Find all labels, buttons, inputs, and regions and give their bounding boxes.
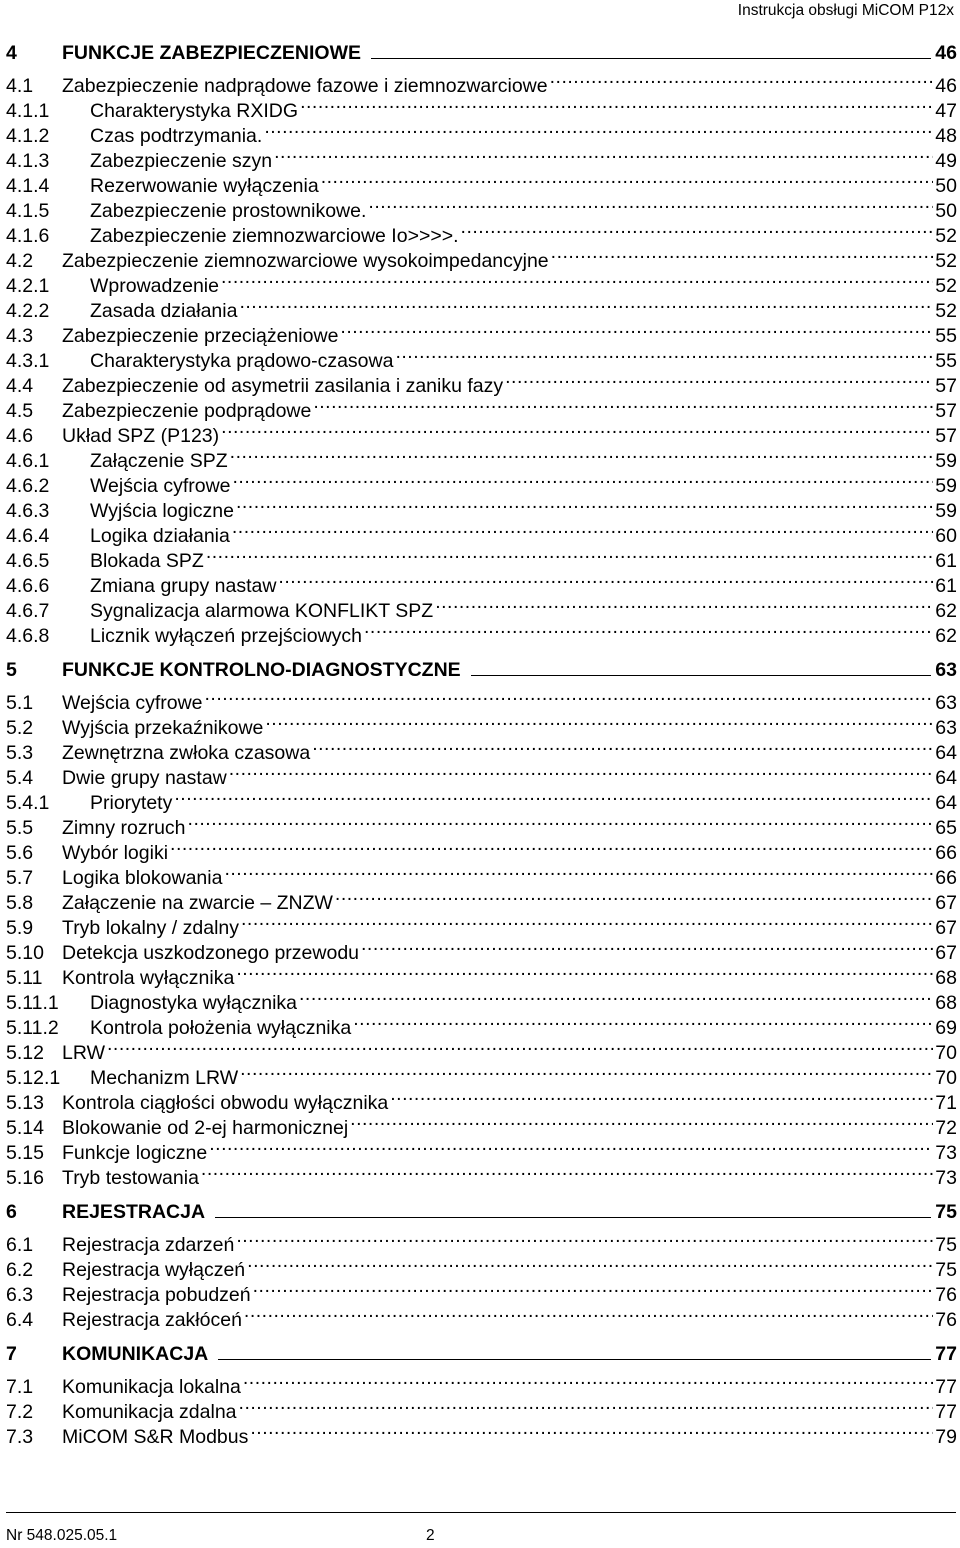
toc-entry-page: 77	[935, 1376, 957, 1398]
toc-entry-page: 75	[935, 1259, 957, 1281]
toc-leader-line	[371, 38, 931, 59]
toc-leader-dots	[224, 860, 933, 884]
toc-entry-page: 52	[935, 250, 957, 272]
toc-entry-page: 55	[935, 325, 957, 347]
toc-leader-dots	[174, 785, 933, 809]
toc-chapter-entry[interactable]	[6, 1339, 957, 1366]
toc-entry-page: 65	[935, 817, 957, 839]
toc-entry-page: 62	[935, 600, 957, 622]
toc-entry-title: REJESTRACJA	[62, 1201, 206, 1223]
toc-entry-page: 52	[935, 275, 957, 297]
toc-leader-dots	[340, 318, 933, 342]
toc-entry-title: Wyjścia logiczne	[90, 500, 234, 522]
toc-entry-number: 5.6	[6, 842, 34, 864]
toc-leader-line	[471, 655, 931, 676]
toc-entry-page: 52	[935, 225, 957, 247]
toc-chapter-entry[interactable]	[6, 38, 957, 65]
toc-entry-page: 79	[935, 1426, 957, 1448]
toc-entry-number: 5.11	[6, 967, 43, 989]
toc-entry-number: 7.1	[6, 1376, 34, 1398]
toc-entry-title: Zimny rozruch	[62, 817, 186, 839]
toc-leader-dots	[335, 885, 933, 909]
toc-entry-title: Zabezpieczenie ziemnozwarciowe wysokoimpedancyjne	[62, 250, 549, 272]
toc-entry-title: Rejestracja zdarzeń	[62, 1234, 235, 1256]
toc-entry-page: 66	[935, 842, 957, 864]
toc-entry-title: Charakterystyka RXIDG	[90, 100, 299, 122]
toc-entry-page: 71	[935, 1092, 957, 1114]
toc-entry-title: Zabezpieczenie ziemnozwarciowe Io>>>>.	[90, 225, 459, 247]
toc-entry-number: 7.3	[6, 1426, 34, 1448]
toc-entry-page: 64	[935, 792, 957, 814]
toc-entry-number: 5.15	[6, 1142, 44, 1164]
toc-leader-dots	[550, 68, 933, 92]
toc-entry-page: 48	[935, 125, 957, 147]
toc-entry-number: 5.3	[6, 742, 34, 764]
toc-entry-title: Rejestracja pobudzeń	[62, 1284, 251, 1306]
toc-entry-title: Wejścia cyfrowe	[90, 475, 231, 497]
toc-entry-number: 4.6.2	[6, 475, 50, 497]
toc-entry-number: 5.11.1	[6, 992, 59, 1014]
toc-entry-page: 73	[935, 1167, 957, 1189]
toc-leader-dots	[201, 1160, 933, 1184]
toc-entry-title: Rejestracja zakłóceń	[62, 1309, 242, 1331]
toc-entry-title: FUNKCJE KONTROLNO-DIAGNOSTYCZNE	[62, 659, 461, 681]
toc-leader-dots	[241, 910, 933, 934]
document-header-title: Instrukcja obsługi MiCOM P12x	[737, 2, 954, 19]
footer-document-number: Nr 548.025.05.1	[6, 1527, 118, 1544]
toc-entry-title: Zabezpieczenie podprądowe	[62, 400, 312, 422]
toc-entry-number: 4.1	[6, 75, 34, 97]
toc-leader-dots	[253, 1277, 933, 1301]
toc-entry-number: 5.4	[6, 767, 34, 789]
toc-entry-page: 70	[935, 1042, 957, 1064]
toc-entry-title: Czas podtrzymania.	[90, 125, 263, 147]
toc-leader-dots	[350, 1110, 933, 1134]
toc-leader-dots	[206, 543, 933, 567]
toc-entry-title: Kontrola wyłącznika	[62, 967, 235, 989]
toc-entry-title: Dwie grupy nastaw	[62, 767, 227, 789]
toc-chapter-entry[interactable]	[6, 1197, 957, 1224]
toc-entry-number: 4.1.3	[6, 150, 50, 172]
toc-entry-number: 5.11.2	[6, 1017, 59, 1039]
toc-leader-dots	[232, 518, 933, 542]
toc-entry-title: Licznik wyłączeń przejściowych	[90, 625, 363, 647]
toc-entry-number: 7.2	[6, 1401, 34, 1423]
toc-leader-dots	[321, 168, 933, 192]
toc-entry-title: Wybór logiki	[62, 842, 169, 864]
toc-entry-title: Rezerwowanie wyłączenia	[90, 175, 319, 197]
toc-leader-dots	[230, 443, 933, 467]
toc-leader-dots	[229, 760, 933, 784]
toc-leader-dots	[274, 143, 933, 167]
toc-entry-page: 77	[935, 1343, 957, 1365]
toc-entry-number: 4.6.3	[6, 500, 50, 522]
toc-leader-dots	[240, 1060, 933, 1084]
toc-entry-page: 59	[935, 450, 957, 472]
toc-entry-number: 6.3	[6, 1284, 34, 1306]
toc-entry-title: Charakterystyka prądowo-czasowa	[90, 350, 394, 372]
toc-entry-number: 4.2.2	[6, 300, 50, 322]
toc-leader-dots	[239, 1394, 933, 1418]
toc-entry-title: Sygnalizacja alarmowa KONFLIKT SPZ	[90, 600, 434, 622]
toc-entry-number: 4.1.1	[6, 100, 50, 122]
toc-entry[interactable]	[6, 1302, 957, 1332]
toc-entry-number: 4.1.6	[6, 225, 50, 247]
toc-leader-dots	[236, 1227, 933, 1251]
toc-entry-title: Detekcja uszkodzonego przewodu	[62, 942, 360, 964]
toc-entry-page: 70	[935, 1067, 957, 1089]
toc-entry-number: 5.16	[6, 1167, 44, 1189]
toc-entry-title: Tryb lokalny / zdalny	[62, 917, 240, 939]
toc-entry-title: Zewnętrzna zwłoka czasowa	[62, 742, 311, 764]
toc-entry-page: 72	[935, 1117, 957, 1139]
toc-leader-dots	[390, 1085, 933, 1109]
toc-leader-dots	[250, 1419, 933, 1443]
toc-entry-title: Logika blokowania	[62, 867, 223, 889]
toc-entry-number: 6.4	[6, 1309, 34, 1331]
toc-entry-number: 6	[6, 1201, 17, 1223]
toc-entry-page: 49	[935, 150, 957, 172]
toc-entry-number: 5.10	[6, 942, 44, 964]
toc-entry-page: 67	[935, 892, 957, 914]
toc-entry-page: 69	[935, 1017, 957, 1039]
toc-leader-dots	[239, 293, 933, 317]
toc-entry-page: 59	[935, 500, 957, 522]
toc-entry-page: 68	[935, 967, 957, 989]
toc-leader-dots	[236, 960, 933, 984]
toc-entry-page: 52	[935, 300, 957, 322]
toc-entry-page: 63	[935, 659, 957, 681]
toc-entry-number: 5.12	[6, 1042, 44, 1064]
toc-entry-title: Tryb testowania	[62, 1167, 199, 1189]
toc-leader-line	[215, 1197, 931, 1218]
toc-entry-title: Wyjścia przekaźnikowe	[62, 717, 264, 739]
toc-leader-dots	[313, 393, 933, 417]
toc-entry-title: Zmiana grupy nastaw	[90, 575, 277, 597]
toc-entry-number: 5.12.1	[6, 1067, 61, 1089]
toc-entry-number: 4.1.2	[6, 125, 50, 147]
toc-entry-title: Zabezpieczenie nadprądowe fazowe i ziemnozwarciowe	[62, 75, 548, 97]
toc-entry-number: 5.13	[6, 1092, 44, 1114]
toc-entry-page: 59	[935, 475, 957, 497]
toc-entry-number: 5.2	[6, 717, 34, 739]
toc-entry-title: Zabezpieczenie prostownikowe.	[90, 200, 367, 222]
toc-leader-dots	[300, 93, 933, 117]
toc-entry[interactable]	[6, 1160, 957, 1190]
toc-entry-page: 64	[935, 742, 957, 764]
toc-entry-page: 73	[935, 1142, 957, 1164]
toc-leader-dots	[368, 193, 933, 217]
toc-entry-number: 4.1.4	[6, 175, 50, 197]
toc-entry-title: Funkcje logiczne	[62, 1142, 208, 1164]
toc-entry-page: 50	[935, 200, 957, 222]
toc-entry-title: Logika działania	[90, 525, 230, 547]
toc-entry-title: Komunikacja zdalna	[62, 1401, 237, 1423]
toc-entry-page: 46	[935, 75, 957, 97]
toc-entry-number: 7	[6, 1343, 17, 1365]
toc-entry-page: 67	[935, 942, 957, 964]
toc-entry-number: 4.4	[6, 375, 34, 397]
toc-leader-dots	[243, 1369, 933, 1393]
toc-entry-title: Wejścia cyfrowe	[62, 692, 203, 714]
toc-entry-page: 50	[935, 175, 957, 197]
toc-entry-page: 64	[935, 767, 957, 789]
toc-leader-dots	[188, 810, 933, 834]
toc-entry-number: 4	[6, 42, 17, 64]
toc-entry-title: Kontrola ciągłości obwodu wyłącznika	[62, 1092, 389, 1114]
toc-entry-page: 63	[935, 692, 957, 714]
toc-entry-page: 47	[935, 100, 957, 122]
toc-entry-page: 57	[935, 425, 957, 447]
toc-entry-page: 67	[935, 917, 957, 939]
toc-entry-page: 76	[935, 1284, 957, 1306]
toc-leader-dots	[435, 593, 933, 617]
toc-entry-number: 5.4.1	[6, 792, 50, 814]
toc-entry-page: 57	[935, 375, 957, 397]
toc-chapter-entry[interactable]	[6, 655, 957, 682]
toc-entry-page: 57	[935, 400, 957, 422]
toc-entry-title: Blokada SPZ	[90, 550, 204, 572]
toc-leader-dots	[395, 343, 933, 367]
toc-entry-title: Rejestracja wyłączeń	[62, 1259, 246, 1281]
toc-entry-page: 77	[935, 1401, 957, 1423]
toc-leader-dots	[312, 735, 933, 759]
toc-entry-number: 4.6	[6, 425, 34, 447]
toc-entry-title: Mechanizm LRW	[90, 1067, 239, 1089]
toc-entry-number: 4.6.4	[6, 525, 50, 547]
toc-entry-number: 4.6.5	[6, 550, 50, 572]
toc-leader-dots	[299, 985, 933, 1009]
toc-entry-page: 76	[935, 1309, 957, 1331]
toc-leader-dots	[209, 1135, 933, 1159]
toc-leader-dots	[244, 1302, 933, 1326]
toc-entry-number: 6.2	[6, 1259, 34, 1281]
toc-leader-dots	[264, 118, 933, 142]
toc-entry-number: 4.3	[6, 325, 34, 347]
toc-entry-page: 60	[935, 525, 957, 547]
toc-entry-title: FUNKCJE ZABEZPIECZENIOWE	[62, 42, 362, 64]
toc-leader-dots	[364, 618, 933, 642]
toc-leader-dots	[505, 368, 933, 392]
toc-leader-dots	[353, 1010, 933, 1034]
toc-entry-number: 4.6.7	[6, 600, 50, 622]
toc-entry-page: 62	[935, 625, 957, 647]
toc-entry-title: Kontrola położenia wyłącznika	[90, 1017, 352, 1039]
toc-entry-title: Blokowanie od 2-ej harmonicznej	[62, 1117, 349, 1139]
toc-entry-title: KOMUNIKACJA	[62, 1343, 209, 1365]
toc-entry-number: 5	[6, 659, 17, 681]
toc-leader-dots	[265, 710, 933, 734]
toc-entry-page: 75	[935, 1201, 957, 1223]
toc-entry-title: MiCOM S&R Modbus	[62, 1426, 249, 1448]
toc-entry-title: Diagnostyka wyłącznika	[90, 992, 298, 1014]
toc-entry-number: 4.6.1	[6, 450, 50, 472]
toc-entry-number: 5.14	[6, 1117, 44, 1139]
toc-leader-dots	[236, 493, 933, 517]
toc-entry-number: 5.5	[6, 817, 34, 839]
toc-leader-dots	[247, 1252, 933, 1276]
toc-entry-title: Zasada działania	[90, 300, 238, 322]
toc-entry-number: 4.1.5	[6, 200, 50, 222]
toc-leader-dots	[221, 268, 933, 292]
toc-entry-title: Komunikacja lokalna	[62, 1376, 241, 1398]
toc-entry-title: Zabezpieczenie od asymetrii zasilania i zaniku fazy	[62, 375, 504, 397]
toc-entry[interactable]	[6, 1419, 957, 1449]
toc-entry-number: 4.2	[6, 250, 34, 272]
toc-entry-number: 6.1	[6, 1234, 34, 1256]
toc-leader-dots	[278, 568, 933, 592]
toc-entry-title: LRW	[62, 1042, 105, 1064]
toc-leader-dots	[107, 1035, 933, 1059]
toc-entry-number: 5.1	[6, 692, 34, 714]
toc-entry-number: 5.9	[6, 917, 34, 939]
toc-entry-number: 4.6.6	[6, 575, 50, 597]
toc-entry-number: 5.7	[6, 867, 34, 889]
toc-entry-page: 46	[935, 42, 957, 64]
footer-divider	[6, 1512, 956, 1513]
toc-leader-dots	[461, 218, 933, 242]
toc-entry-page: 68	[935, 992, 957, 1014]
toc-entry-page: 61	[935, 550, 957, 572]
footer-page-number: 2	[426, 1527, 435, 1544]
toc-entry-title: Priorytety	[90, 792, 173, 814]
toc-entry-page: 61	[935, 575, 957, 597]
toc-leader-line	[218, 1339, 931, 1360]
toc-leader-dots	[233, 468, 933, 492]
toc-entry-number: 5.8	[6, 892, 34, 914]
toc-entry-title: Załączenie na zwarcie – ZNZW	[62, 892, 333, 914]
toc-leader-dots	[551, 243, 933, 267]
toc-entry-number: 4.5	[6, 400, 34, 422]
toc-entry-page: 66	[935, 867, 957, 889]
toc-leader-dots	[170, 835, 933, 859]
toc-entry-number: 4.3.1	[6, 350, 50, 372]
toc-entry-title: Wprowadzenie	[90, 275, 219, 297]
toc-leader-dots	[361, 935, 933, 959]
toc-entry-number: 4.6.8	[6, 625, 50, 647]
toc-entry-page: 55	[935, 350, 957, 372]
toc-entry-title: Zabezpieczenie szyn	[90, 150, 273, 172]
toc-leader-dots	[205, 685, 933, 709]
toc-entry-page: 75	[935, 1234, 957, 1256]
toc-entry-number: 4.2.1	[6, 275, 50, 297]
toc-entry-title: Zabezpieczenie przeciążeniowe	[62, 325, 339, 347]
toc-entry-title: Układ SPZ (P123)	[62, 425, 220, 447]
toc-entry-page: 63	[935, 717, 957, 739]
toc-entry-title: Załączenie SPZ	[90, 450, 228, 472]
toc-entry[interactable]	[6, 618, 957, 648]
toc-leader-dots	[221, 418, 933, 442]
